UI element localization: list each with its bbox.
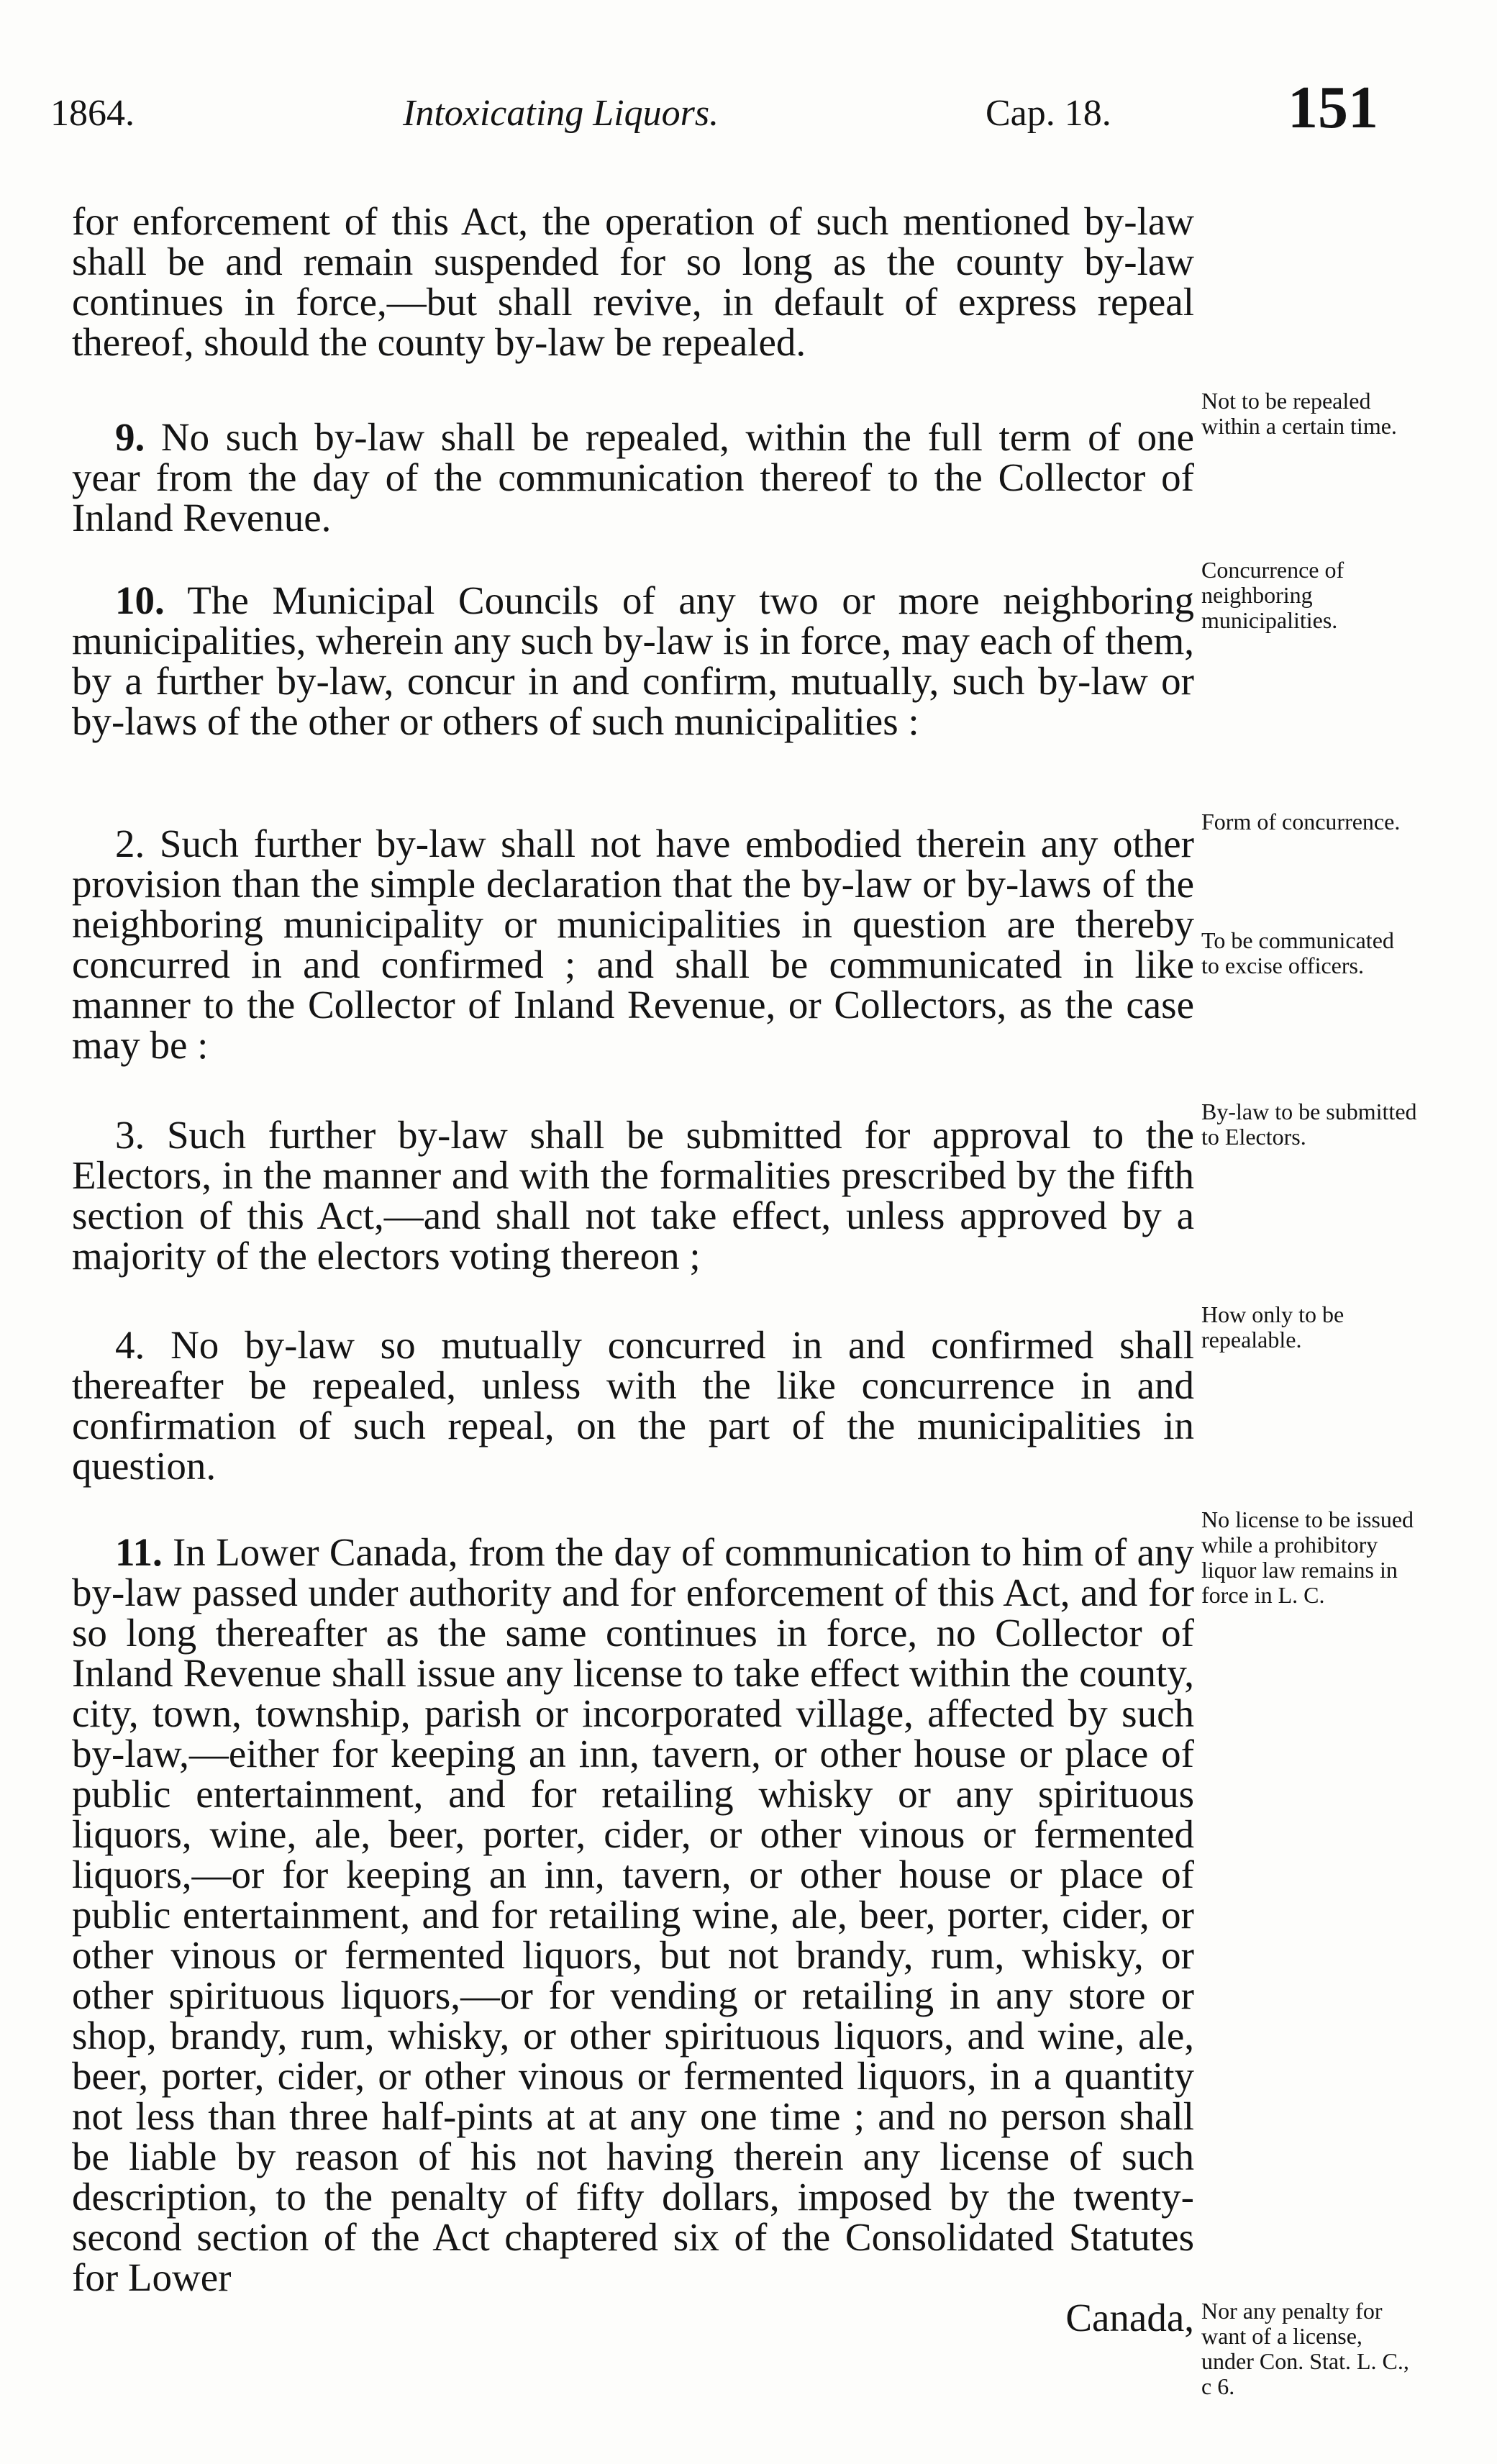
margin-note-s9: Not to be repealed within a certain time. [1201, 388, 1397, 439]
margin-note-s10-3: By-law to be submitted to Electors. [1201, 1099, 1417, 1150]
margin-note-s10-2-form: Form of concurrence. [1201, 809, 1401, 835]
page-number: 151 [1288, 74, 1378, 141]
continuation-paragraph: for enforcement of this Act, the operation of such mentioned by-law shall be and remain suspended for so long as the county by-law continues in force,—but shall revive, in default of express repeal thereof, should the county by-law be repealed. [72, 199, 1194, 364]
section-10-paragraph [72, 578, 1194, 743]
section-11-paragraph [72, 1532, 1194, 2338]
header-title: Intoxicating Liquors. [403, 93, 719, 134]
subsection-10-3: 3. Such further by-law shall be submitted for approval to the Electors, in the manner and with the formalities prescribed by the fifth section of this Act,—and shall not take effect, unless approved by a majority of the electors voting thereon ; [72, 1113, 1194, 1278]
section-9-number: 9. [115, 415, 145, 459]
header-chapter: Cap. 18. [986, 93, 1111, 134]
section-11-text: In Lower Canada, from the day of communication to him of any by-law passed under authority and for enforcement of this Act, and for so long thereafter as the same continues in force, no Collector of Inland Revenue shall issue any license to take effect within the county, city, town, township, parish or incorporated village, affected by such by-law,—either for keeping an inn, tavern, or other house or place of public entertainment, and for retailing whisky or any spirituous liquors, wine, ale, beer, porter, cider, or other vinous or fermented liquors,—or for keeping an inn, tavern, or other house or place of public entertainment, and for retailing wine, ale, beer, porter, cider, or other vinous or fermented liquors, but not brandy, rum, whisky, or other spirituous liquors,—or for vending or retailing in any store or shop, brandy, rum, whisky, or other spirituous liquors, and wine, ale, beer, porter, cider, or other vinous or fermented liquors, in a quantity not less than three half-pints at at any one time ; and no person shall be liable by reason of his not having therein any license of such description, to the penalty of fifty dollars, imposed by the twenty-second section of the Act chaptered six of the Consolidated Statutes for Lower [72, 1530, 1194, 2299]
subsection-10-4: 4. No by-law so mutually concurred in and confirmed shall thereafter be repealed, unless with the like concurrence in and confirmation of such repeal, on the part of the municipalities in question. [72, 1323, 1194, 1488]
margin-note-s11-penalty: Nor any penalty for want of a license, under Con. Stat. L. C., c 6. [1201, 2298, 1409, 2399]
header-year: 1864. [50, 93, 135, 134]
section-11-tail: Canada, [1065, 2296, 1194, 2340]
margin-note-s11-license: No license to be issued while a prohibitory liquor law remains in force in L. C. [1201, 1506, 1414, 1608]
margin-note-s10: Concurrence of neighboring municipalities. [1201, 557, 1344, 633]
section-11-number: 11. [115, 1530, 163, 1574]
margin-note-s10-4: How only to be repealable. [1201, 1301, 1344, 1353]
section-10-number: 10. [115, 578, 165, 622]
subsection-10-2: 2. Such further by-law shall not have embodied therein any other provision than the simple declaration that the by-law or by-laws of the neighboring municipality or municipalities in question are thereby concurred in and confirmed ; and shall be communicated in like manner to the Collector of Inland Revenue, or Collectors, as the case may be : [72, 822, 1194, 1067]
section-9-paragraph [72, 417, 1194, 538]
section-9-text: No such by-law shall be repealed, within the full term of one year from the day of the communication thereof to the Collector of Inland Revenue. [72, 415, 1194, 540]
section-10-text: The Municipal Councils of any two or more neighboring municipalities, wherein any such by-law is in force, may each of them, by a further by-law, concur in and confirm, mutually, such by-law or by-laws of the other or others of such municipalities : [72, 578, 1194, 743]
margin-note-s10-2-communicated: To be communicated to excise officers. [1201, 927, 1394, 978]
